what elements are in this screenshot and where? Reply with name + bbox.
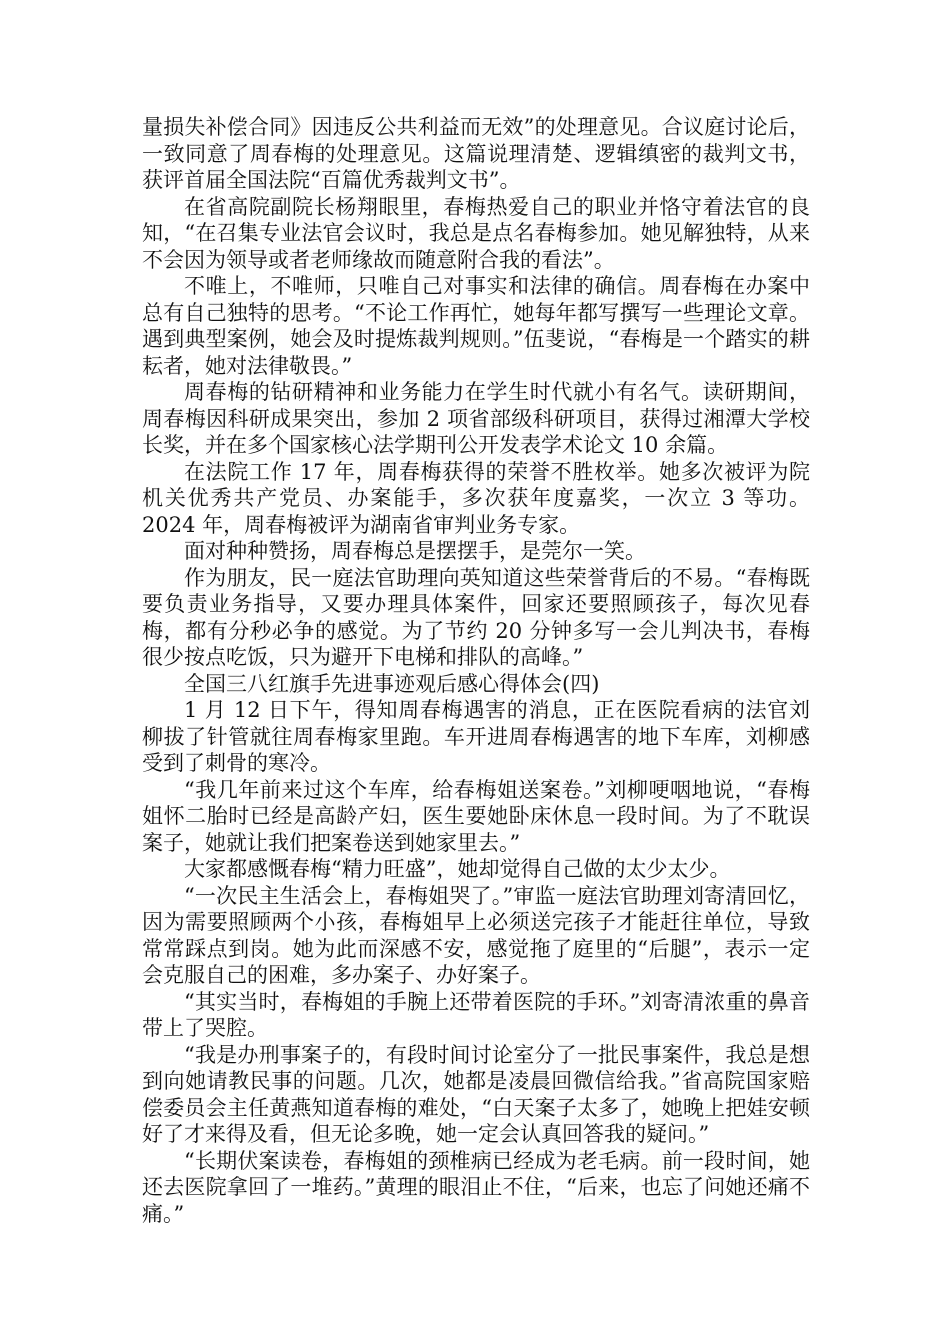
document-body: [142, 114, 810, 1227]
paragraph: 面对种种赞扬，周春梅总是摆摆手，是莞尔一笑。: [184, 539, 646, 563]
paragraph: “长期伏案读卷，春梅姐的颈椎病已经成为老毛病。前一段时间，她还去医院拿回了一堆药。”黄理的眼泪止不住，“后来，也忘了问她还痛不痛。”: [142, 1148, 810, 1226]
paragraph: 周春梅的钻研精神和业务能力在学生时代就小有名气。读研期间，周春梅因科研成果突出，参加 2 项省部级科研项目，获得过湘潭大学校长奖，并在多个国家核心法学期刊公开发表学术论文 10 余篇。: [142, 380, 810, 457]
paragraph: 大家都感慨春梅“精力旺盛”，她却觉得自己做的太少太少。: [184, 857, 731, 881]
paragraph: 不唯上，不唯师，只唯自己对事实和法律的确信。周春梅在办案中总有自己独特的思考。“不论工作再忙，她每年都写撰写一些理论文章。遇到典型案例，她会及时提炼裁判规则。”伍斐说，“春梅是一个踏实的耕耘者，她对法律敬畏。”: [142, 274, 810, 378]
paragraph: 作为朋友，民一庭法官助理向英知道这些荣誉背后的不易。“春梅既要负责业务指导，又要办理具体案件，回家还要照顾孩子，每次见春梅，都有分秒必争的感觉。为了节约 20 分钟多写一会儿判决书，春梅很少按点吃饭，只为避开下电梯和排队的高峰。”: [142, 565, 810, 669]
paragraph: 在省高院副院长杨翔眼里，春梅热爱自己的职业并恪守着法官的良知，“在召集专业法官会议时，我总是点名春梅参加。她见解独特，从来不会因为领导或者老师缘故而随意附合我的看法”。: [142, 194, 810, 272]
paragraph: 1 月 12 日下午，得知周春梅遇害的消息，正在医院看病的法官刘柳拔了针管就往周春梅家里跑。车开进周春梅遇害的地下车库，刘柳感受到了刺骨的寒冷。: [142, 698, 810, 775]
paragraph: “我几年前来过这个车库，给春梅姐送案卷。”刘柳哽咽地说，“春梅姐怀二胎时已经是高龄产妇，医生要她卧床休息一段时间。为了不耽误案子，她就让我们把案卷送到她家里去。”: [142, 777, 810, 855]
section-heading: 全国三八红旗手先进事迹观后感心得体会(四): [184, 671, 600, 696]
paragraph: 在法院工作 17 年，周春梅获得的荣誉不胜枚举。她多次被评为院机关优秀共产党员、办案能手，多次获年度嘉奖，一次立 3 等功。2024 年，周春梅被评为湖南省审判业务专家。: [142, 459, 810, 537]
paragraph: “其实当时，春梅姐的手腕上还带着医院的手环。”刘寄清浓重的鼻音带上了哭腔。: [142, 989, 810, 1040]
paragraph: “我是办刑事案子的，有段时间讨论室分了一批民事案件，我总是想到向她请教民事的问题。几次，她都是凌晨回微信给我。”省高院国家赔偿委员会主任黄燕知道春梅的难处，“白天案子太多了，她晚上把娃安顿好了才来得及看，但无论多晚，她一定会认真回答我的疑问。”: [142, 1042, 810, 1146]
paragraph: “一次民主生活会上，春梅姐哭了。”审监一庭法官助理刘寄清回忆，因为需要照顾两个小孩，春梅姐早上必须送完孩子才能赶往单位，导致常常踩点到岗。她为此而深感不安，感觉拖了庭里的“后腿”，表示一定会克服自己的困难，多办案子、办好案子。: [142, 883, 810, 987]
paragraph: 量损失补偿合同》因违反公共利益而无效”的处理意见。合议庭讨论后，一致同意了周春梅的处理意见。这篇说理清楚、逻辑缜密的裁判文书，获评首届全国法院“百篇优秀裁判文书”。: [142, 115, 810, 192]
